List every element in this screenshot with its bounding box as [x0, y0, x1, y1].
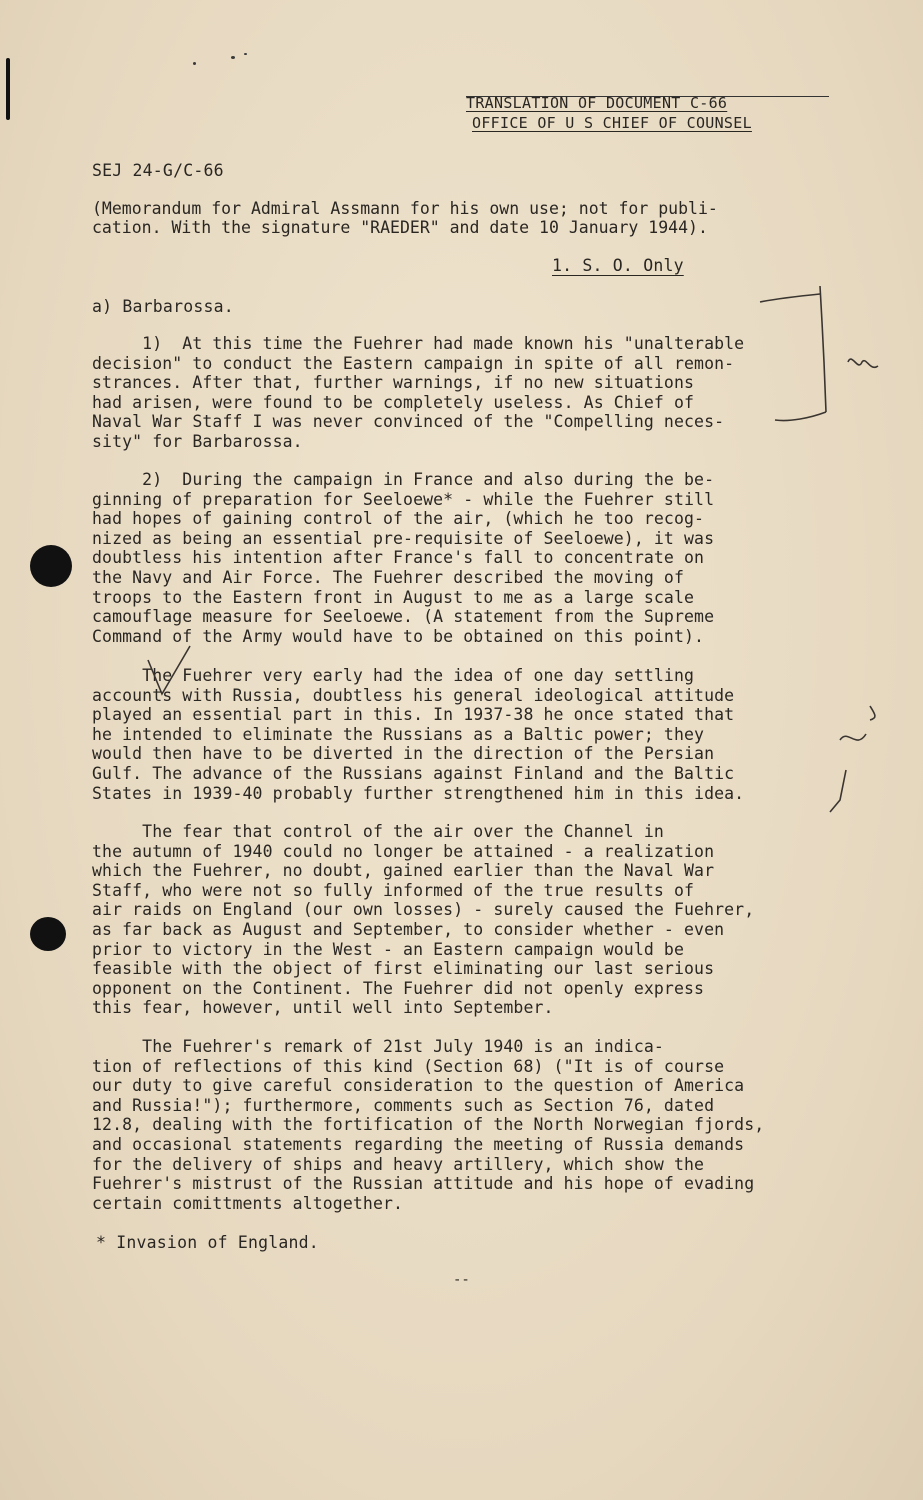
memo-note-line: cation. With the signature "RAEDER" and date 10 January 1944). — [92, 218, 708, 237]
paragraph-line: strances. After that, further warnings, if no new situations — [92, 373, 695, 393]
paragraph-line: played an essential part in this. In 1937-38 he once stated that — [92, 705, 735, 725]
paragraph-line: the autumn of 1940 could no longer be attained - a realization — [92, 841, 715, 861]
paragraph-line: which the Fuehrer, no doubt, gained earlier than the Naval War — [92, 861, 715, 881]
header-title-line-2: OFFICE OF U S CHIEF OF COUNSEL — [472, 114, 752, 132]
paragraph-line: accounts with Russia, doubtless his general ideological attitude — [92, 685, 735, 705]
paragraph-line: the Navy and Air Force. The Fuehrer described the moving of — [92, 567, 684, 587]
paragraph-line: States in 1939-40 probably further strengthened him in this idea. — [92, 783, 745, 803]
paragraph-line: certain comittments altogether. — [92, 1193, 404, 1213]
paragraph-line: 1) At this time the Fuehrer had made known his "unalterable — [92, 334, 745, 353]
paragraph-line: nized as being an essential pre-requisite of Seeloewe), it was — [92, 528, 715, 548]
section-heading: 1. S. O. Only — [552, 256, 684, 275]
paragraph-line: prior to victory in the West - an Eastern campaign would be — [92, 939, 684, 959]
paragraph-line: feasible with the object of first eliminating our last serious — [92, 959, 715, 979]
paragraph-line: for the delivery of ships and heavy artillery, which show the — [92, 1154, 705, 1174]
page-mark: -- — [453, 1272, 470, 1288]
punch-hole — [30, 917, 66, 951]
ink-speck — [231, 56, 235, 59]
paragraph-line: air raids on England (our own losses) - surely caused the Fuehrer, — [92, 900, 755, 920]
paragraph-line: would then have to be diverted in the direction of the Persian — [92, 744, 715, 764]
punch-hole — [30, 545, 72, 587]
ink-speck — [244, 53, 247, 55]
paragraph-4 — [92, 822, 754, 1018]
paragraph-line: Fuehrer's mistrust of the Russian attitude and his hope of evading — [92, 1174, 755, 1194]
pencil-check-mark — [140, 640, 200, 710]
header-title-line-1: TRANSLATION OF DOCUMENT C-66 — [466, 94, 728, 112]
paragraph-line: had hopes of gaining control of the air, (which he too recog- — [92, 509, 705, 529]
paragraph-line: sity" for Barbarossa. — [92, 431, 303, 451]
pencil-bracket-mark — [740, 282, 900, 442]
ink-speck — [193, 62, 196, 65]
document-header — [466, 93, 829, 133]
paragraph-line: tion of reflections of this kind (Section 68) ("It is of course — [92, 1056, 725, 1076]
paragraph-line: ginning of preparation for Seeloewe* - while the Fuehrer still — [92, 489, 715, 509]
paragraph-line: he intended to eliminate the Russians as a Baltic power; they — [92, 724, 705, 744]
paragraph-line: decision" to conduct the Eastern campaign in spite of all remon- — [92, 353, 735, 373]
paragraph-line: doubtless his intention after France's fall to concentrate on — [92, 548, 705, 568]
paragraph-line: Naval War Staff I was never convinced of the "Compelling neces- — [92, 412, 725, 432]
edge-mark — [6, 58, 10, 120]
paragraph-line: 12.8, dealing with the fortification of the North Norwegian fjords, — [92, 1115, 765, 1135]
paragraph-line: this fear, however, until well into September. — [92, 998, 554, 1018]
paragraph-line: Gulf. The advance of the Russians against Finland and the Baltic — [92, 763, 735, 783]
paragraph-line: Command of the Army would have to be obtained on this point). — [92, 626, 705, 646]
paragraph-line: The Fuehrer very early had the idea of one day settling — [92, 666, 695, 685]
paragraph-1 — [92, 334, 744, 452]
footnote: * Invasion of England. — [96, 1233, 319, 1252]
document-reference: SEJ 24-G/C-66 — [92, 161, 224, 180]
subheading-barbarossa: a) Barbarossa. — [92, 297, 234, 316]
paragraph-line: our duty to give careful consideration to the question of America — [92, 1076, 745, 1096]
paragraph-line: The fear that control of the air over the Channel in — [92, 822, 664, 841]
paragraph-5 — [92, 1037, 764, 1213]
paragraph-line: opponent on the Continent. The Fuehrer did not openly express — [92, 978, 705, 998]
paragraph-2 — [92, 470, 714, 646]
memo-note-line: (Memorandum for Admiral Assmann for his own use; not for publi- — [92, 199, 718, 218]
paragraph-line: 2) During the campaign in France and also during the be- — [92, 470, 715, 489]
paragraph-line: and occasional statements regarding the meeting of Russia demands — [92, 1134, 745, 1154]
paragraph-line: as far back as August and September, to consider whether - even — [92, 919, 725, 939]
memo-note — [92, 199, 832, 237]
paragraph-line: troops to the Eastern front in August to me as a large scale — [92, 587, 695, 607]
paragraph-line: and Russia!"); furthermore, comments such as Section 76, dated — [92, 1095, 715, 1115]
paragraph-line: The Fuehrer's remark of 21st July 1940 is an indica- — [92, 1037, 664, 1056]
pencil-margin-mark — [800, 690, 880, 820]
paragraph-line: had arisen, were found to be completely useless. As Chief of — [92, 392, 695, 412]
paragraph-line: camouflage measure for Seeloewe. (A statement from the Supreme — [92, 607, 715, 627]
paragraph-line: Staff, who were not so fully informed of the true results of — [92, 880, 695, 900]
